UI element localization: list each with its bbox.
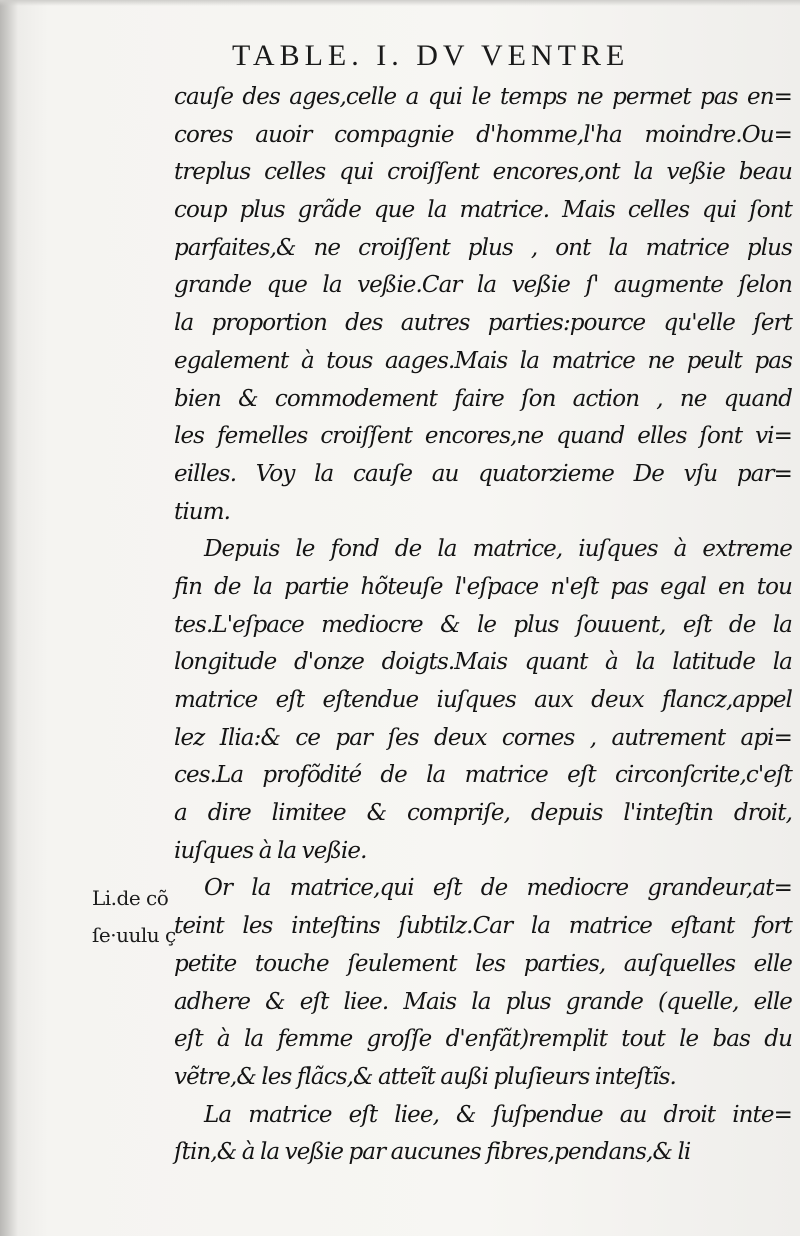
running-head: TABLE. I. DV VENTRE <box>232 39 630 72</box>
text-line: La matrice eſt liee, & ſuſpendue au droit inte= <box>204 1101 792 1128</box>
text-line: bien & commodement faire ſon action , ne quand <box>174 385 792 412</box>
text-line: teint les inteſtins ſubtilz.Car la matrice eſtant fort <box>174 913 792 940</box>
text-line: parfaites,& ne croiſſent plus , ont la matrice plus <box>174 234 792 261</box>
text-line: eſt à la femme groſſe d'enfãt)remplit tout le bas du <box>174 1026 792 1053</box>
paragraph <box>174 531 792 870</box>
text-line: matrice eſt eſtendue iuſques aux deux flancz,appel <box>174 687 792 713</box>
text-line: les femelles croiſſent encores,ne quand elles ſont vi= <box>174 423 792 450</box>
text-line: Or la matrice,qui eſt de mediocre grandeur,at= <box>204 875 792 902</box>
text-line: iuſques à la veßie. <box>174 837 367 864</box>
body-text <box>174 79 792 1172</box>
text-line: tium. <box>174 498 231 525</box>
paragraph <box>174 870 792 1096</box>
text-line: la proportion des autres parties:pource qu'elle ſert <box>174 310 792 337</box>
text-line: egalement à tous aages.Mais la matrice ne peult pas <box>174 347 792 374</box>
text-line: coup plus grãde que la matrice. Mais celles qui ſont <box>174 197 792 224</box>
paragraph <box>174 1097 792 1172</box>
text-line: cores auoir compagnie d'homme,l'ha moindre.Ou= <box>174 121 792 148</box>
text-line: vẽtre,& les flãcs,& atteĩt außi pluſieurs inteſtĩs. <box>174 1063 676 1090</box>
text-line: a dire limitee & compriſe, depuis l'inteſtin droit, <box>174 800 792 827</box>
text-line: petite touche ſeulement les parties, auſquelles elle <box>174 950 792 977</box>
text-line: grande que la veßie.Car la veßie ſ' augmente ſelon <box>174 272 792 299</box>
text-line: eilles. Voy la cauſe au quatorzieme De vſu par= <box>174 460 792 487</box>
page-gutter-shadow <box>0 0 18 1236</box>
page-top-edge <box>0 0 800 6</box>
text-line: longitude d'onze doigts.Mais quant à la latitude la <box>174 649 792 676</box>
margin-note-line: ſe·uulu ç <box>92 923 176 947</box>
text-line: cauſe des ages,celle a qui le temps ne permet pas en= <box>174 84 792 110</box>
margin-note <box>92 880 176 954</box>
margin-note-line: Li.de cõ <box>92 886 169 910</box>
text-line: treplus celles qui croiſſent encores,ont la veßie beau <box>174 159 792 186</box>
text-line: adhere & eſt liee. Mais la plus grande (quelle, elle <box>174 988 792 1015</box>
text-line: ſtin,& à la veßie par aucunes fibres,pendans,& li <box>174 1139 691 1166</box>
paragraph <box>174 79 792 531</box>
text-line: lez Ilia:& ce par ſes deux cornes , autrement api= <box>174 724 792 751</box>
text-line: ces.La profõdité de la matrice eſt circonſcrite,c'eſt <box>174 762 792 789</box>
text-line: fin de la partie hõteuſe l'eſpace n'eſt pas egal en tou <box>174 573 792 600</box>
text-line: tes.L'eſpace mediocre & le plus ſouuent, eſt de la <box>174 611 792 638</box>
text-line: Depuis le fond de la matrice, iuſques à extreme <box>204 536 792 563</box>
